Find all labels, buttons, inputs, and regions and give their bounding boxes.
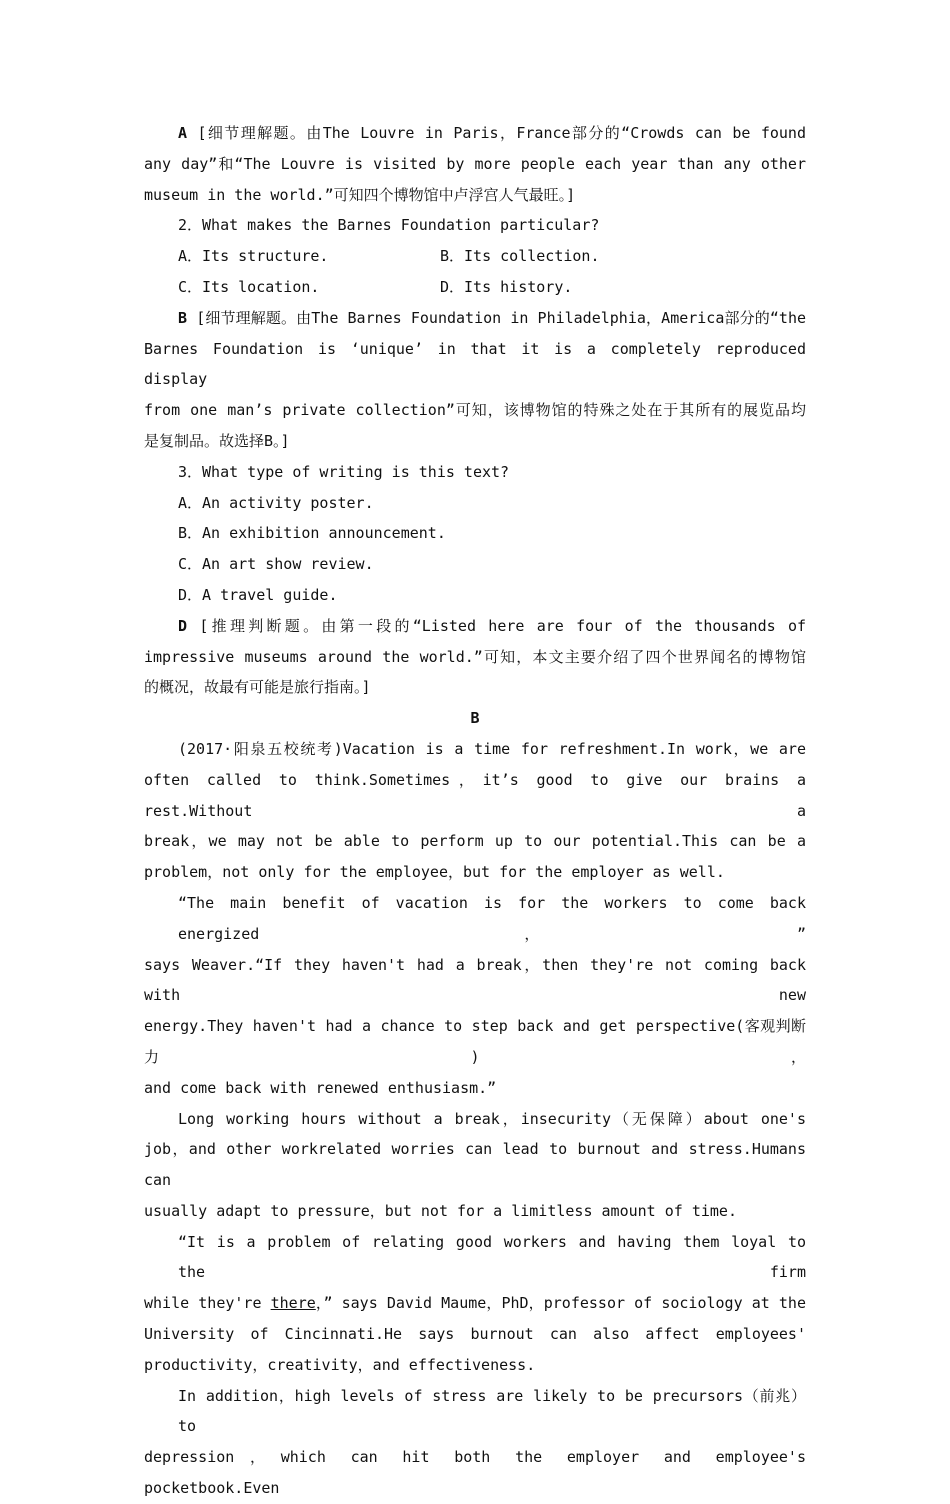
q1-answer-letter: A <box>178 124 188 142</box>
q3-option-c: C．An art show review. <box>178 555 374 574</box>
q3-option-a: A．An activity poster. <box>178 493 374 512</box>
passage-paragraph-1: (2017·阳泉五校统考)Vacation is a time for refreshment.In work，we are often called to think.Sometimes，it’s good to give our brains a rest.Without a break，we may not be able to perform up to our potential.This can be a problem，not only for the employee，but for the employer as well. <box>144 739 806 882</box>
passage-paragraph-4: “It is a problem of relating good workers and having them loyal to the firm while they're there，” says David Maume，PhD，professor of sociology at the University of Cincinnati.He says burnout can also affect employees' productivity，creativity，and effectiveness. <box>144 1232 806 1374</box>
q2-answer-line: Barnes Foundation is ‘unique’ in that it is a completely reproduced display <box>144 339 806 389</box>
q2-answer-letter: B <box>178 308 188 327</box>
q2-answer-line: 是复制品。故选择B。] <box>144 431 290 450</box>
q2-option-d: D．Its history. <box>440 277 573 296</box>
passage-paragraph-5: In addition，high levels of stress are likely to be precursors（前兆）to depression，which can hit both the employer and employee's pocketbook.Even <box>144 1386 806 1498</box>
question-2-text: 2．What makes the Barnes Foundation particular? <box>178 216 600 235</box>
q2-answer-line: from one man’s private collection”可知，该博物馆的特殊之处在于其所有的展览品均 <box>144 401 806 420</box>
question-2 <box>144 210 806 456</box>
question-3 <box>144 457 806 703</box>
question-3-text: 3．What type of writing is this text? <box>178 462 510 481</box>
passage-paragraph-3: Long working hours without a break，insecurity（无保障）about one's job，and other workrelated worries can lead to burnout and stress.Humans can usually adapt to pressure，but not for a limitless amount of time. <box>144 1109 806 1220</box>
q3-option-d: D．A travel guide. <box>178 585 338 604</box>
q1-answer-line: [细节理解题。由The Louvre in Paris，France部分的“Crowds can be found <box>197 124 806 142</box>
section-heading: B <box>470 709 480 728</box>
q1-answer-line: any day”和“The Louvre is visited by more people each year than any other <box>144 154 806 173</box>
q2-option-c: C．Its location. <box>178 277 320 296</box>
q1-answer <box>144 118 806 210</box>
q3-answer-line: [推理判断题。由第一段的“Listed here are four of the thousands of <box>199 616 807 635</box>
q3-answer-line: impressive museums around the world.”可知，本文主要介绍了四个世界闻名的博物馆 <box>144 647 806 666</box>
document-page <box>144 118 806 1504</box>
q2-answer-line: [细节理解题。由The Barnes Foundation in Philadelphia，America部分的“the <box>196 308 807 327</box>
q2-option-a: A．Its structure. <box>178 247 329 266</box>
q3-option-b: B．An exhibition announcement. <box>178 524 446 543</box>
passage-paragraph-2: “The main benefit of vacation is for the workers to come back energized，” says Weaver.“If they haven't had a break，then they're not coming back with new energy.They haven't had a chance to step back and get perspective(客观判断力)， and come back with renewed enthusiasm.” <box>144 893 806 1097</box>
q2-option-b: B．Its collection. <box>440 247 600 266</box>
underlined-word: there <box>270 1294 316 1313</box>
q3-answer-letter: D <box>178 616 188 635</box>
q3-answer-line: 的概况，故最有可能是旅行指南。] <box>144 678 371 697</box>
q1-answer-line: museum in the world.”可知四个博物馆中卢浮宫人气最旺。] <box>144 185 576 204</box>
